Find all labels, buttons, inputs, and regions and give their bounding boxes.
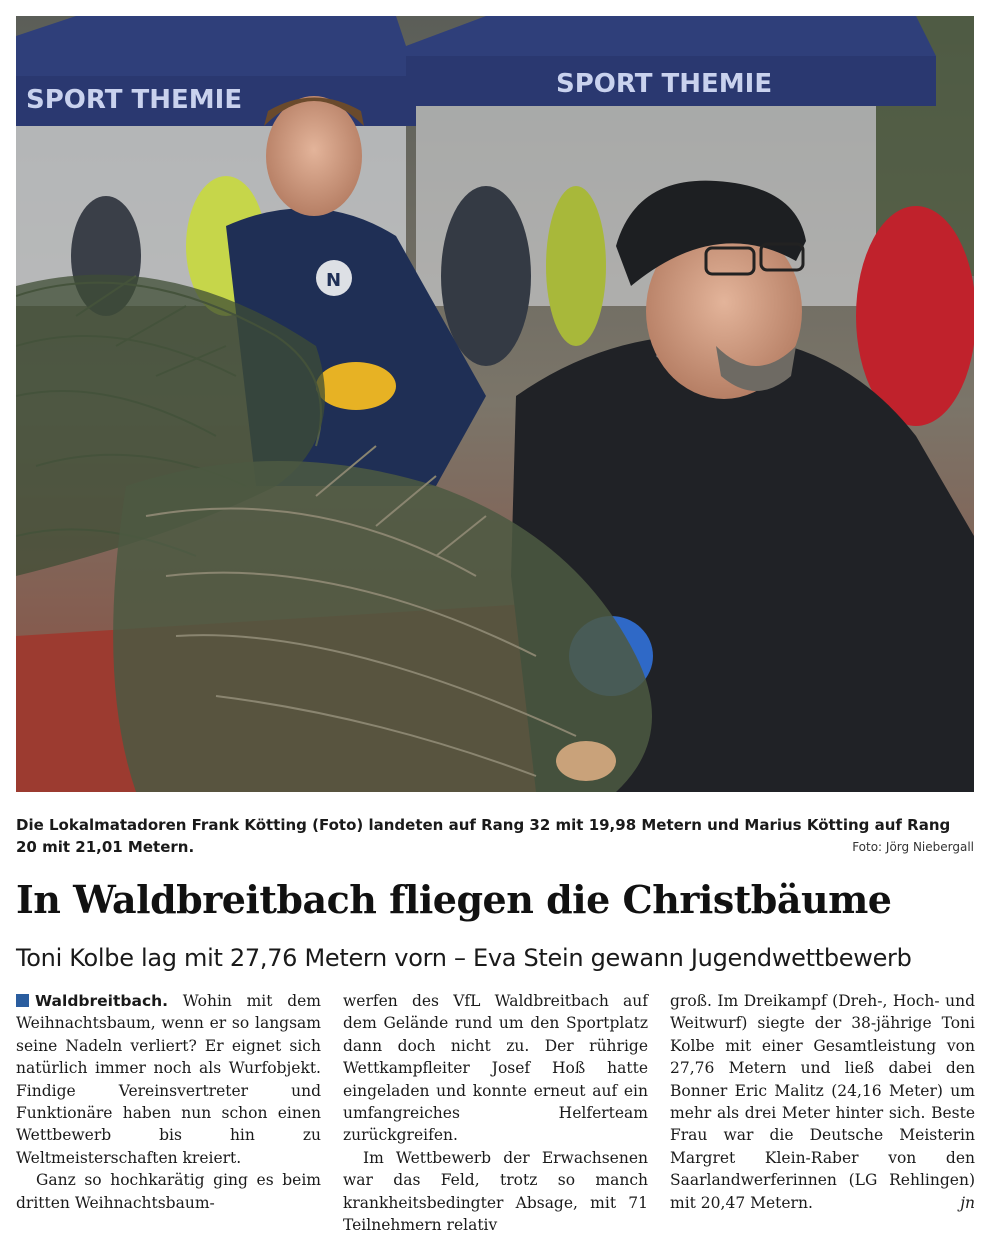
- tree-trunk-end: [556, 741, 616, 781]
- photo-credit: Foto: Jörg Niebergall: [852, 840, 974, 854]
- article-column-2: [343, 990, 648, 1240]
- tent-banner-left: SPORT THEMIE: [26, 85, 243, 115]
- paragraph: Wohin mit dem Weihnachtsbaum, wenn er so langsam seine Nadeln verliert? Er eignet sich natürlich immer noch als Wurfobjekt. Findige Vereinsvertreter und Funktionäre haben nun schon einen Wettbewerb bis hin zu Weltmeisterschaften kreiert.: [16, 992, 321, 1167]
- headline: In Waldbreitbach fliegen die Christbäume: [16, 877, 892, 922]
- news-photo: [16, 16, 974, 792]
- photo-illustration: [16, 16, 974, 792]
- article-column-1: [16, 990, 321, 1240]
- photo-caption: Die Lokalmatadoren Frank Kötting (Foto) landeten auf Rang 32 mit 19,98 Metern und Marius Kötting auf Rang 20 mit 21,01 Metern.: [16, 816, 951, 856]
- jersey-emblem: N: [326, 270, 342, 291]
- subheadline: Toni Kolbe lag mit 27,76 Metern vorn – Eva Stein gewann Jugendwettbewerb: [16, 944, 912, 972]
- dateline: Waldbreitbach.: [35, 992, 169, 1010]
- paragraph: groß. Im Dreikampf (Dreh-, Hoch- und Weitwurf) siegte der 38-jährige Toni Kolbe mit einer Gesamtleistung von 27,76 Metern und ließ dabei den Bonner Eric Malitz (24,16 Meter) um mehr als drei Meter hinter sich. Beste Frau war die Deutsche Meisterin Margret Klein-Raber von den Saarlandwerferinnen (LG Rehlingen) mit 20,47 Metern.: [670, 992, 975, 1212]
- section-marker-icon: [16, 994, 29, 1007]
- paragraph: Ganz so hochkarätig ging es beim dritten Weihnachtsbaum-: [16, 1171, 321, 1212]
- frank-face: [266, 96, 362, 216]
- article-body: [16, 990, 976, 1240]
- paragraph: werfen des VfL Waldbreitbach auf dem Gelände rund um den Sportplatz dann doch nicht zu. Der rührige Wettkampfleiter Josef Hoß hatte eingeladen und konnte erneut auf ein umfangreiches Helferteam zurückgreifen.: [343, 992, 648, 1145]
- yellow-glove: [316, 362, 396, 410]
- tent-banner-right: SPORT THEMIE: [556, 69, 773, 99]
- article-column-3: [670, 990, 975, 1240]
- paragraph: Im Wettbewerb der Erwachsenen war das Feld, trotz so manch krankheitsbedingter Absage, mit 71 Teilnehmern relativ: [343, 1148, 648, 1235]
- author-signature: jn: [960, 1193, 975, 1212]
